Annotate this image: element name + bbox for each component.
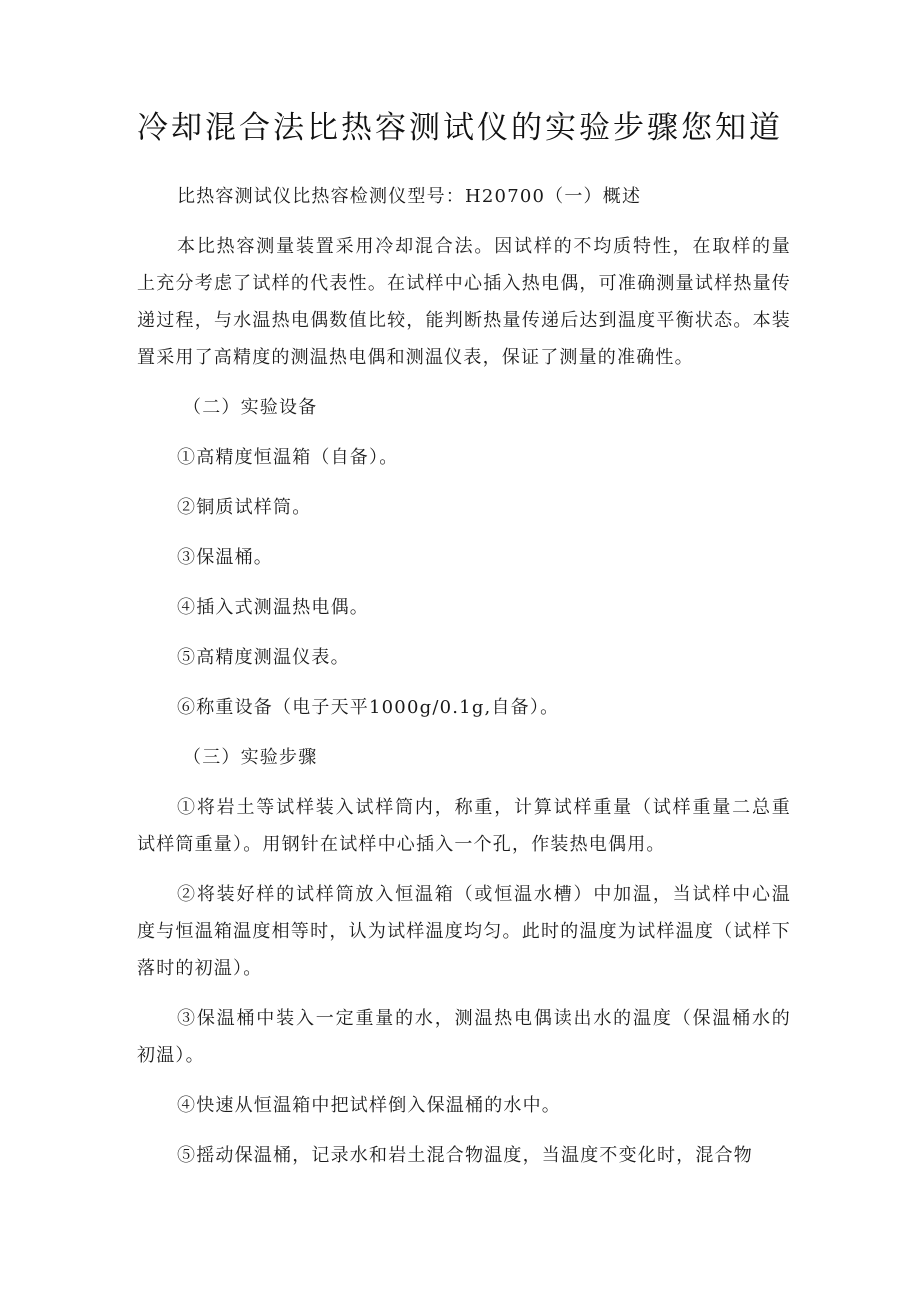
step-3: ③保温桶中装入一定重量的水，测温热电偶读出水的温度（保温桶水的初温）。 (137, 1008, 791, 1066)
step-5: ⑤摇动保温桶，记录水和岩土混合物温度，当温度不变化时，混合物 (177, 1145, 753, 1166)
overview-paragraph: 本比热容测量装置采用冷却混合法。因试样的不均质特性，在取样的量上充分考虑了试样的代表性。在试样中心插入热电偶，可准确测量试样热量传递过程，与水温热电偶数值比较，能判断热量传递后达到温度平衡状态。本装置采用了高精度的测温热电偶和测温仪表，保证了测量的准确性。 (137, 236, 791, 368)
section-heading-steps: （三）实验步骤 (183, 747, 318, 768)
step-1: ①将岩土等试样装入试样筒内，称重，计算试样重量（试样重量二总重试样筒重量）。用钢针在试样中心插入一个孔，作装热电偶用。 (137, 797, 791, 855)
document-title: 冷却混合法比热容测试仪的实验步骤您知道 (137, 110, 783, 146)
step-4: ④快速从恒温箱中把试样倒入保温桶的水中。 (177, 1095, 561, 1116)
equipment-item-4: ④插入式测温热电偶。 (177, 597, 369, 618)
equipment-item-5: ⑤高精度测温仪表。 (177, 647, 350, 668)
document-body (137, 178, 791, 1187)
equipment-item-1: ①高精度恒温箱（自备）。 (177, 447, 399, 468)
model-line: 比热容测试仪比热容检测仪型号：H20700（一）概述 (177, 186, 642, 207)
step-2: ②将装好样的试样筒放入恒温箱（或恒温水槽）中加温，当试样中心温度与恒温箱温度相等时，认为试样温度均匀。此时的温度为试样温度（试样下落时的初温）。 (137, 884, 791, 979)
equipment-item-3: ③保温桶。 (177, 547, 273, 568)
equipment-item-2: ②铜质试样筒。 (177, 497, 312, 518)
section-heading-equipment: （二）实验设备 (183, 397, 318, 418)
equipment-item-6: ⑥称重设备（电子天平1000g/0.1g,自备）。 (177, 697, 560, 718)
